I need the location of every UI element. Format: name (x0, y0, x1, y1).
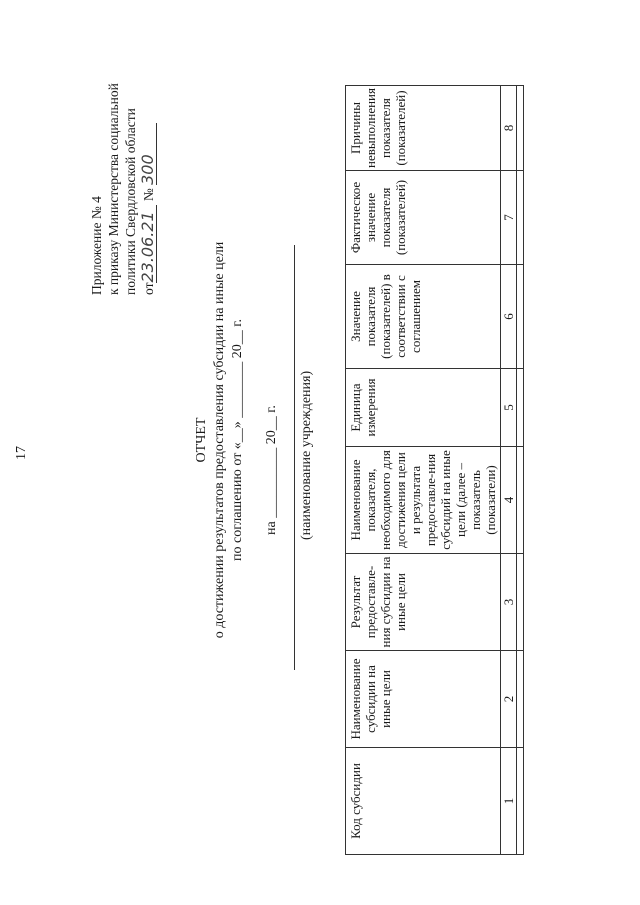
appendix-line-1: Приложение № 4 (89, 196, 104, 295)
report-heading: ОТЧЕТ (194, 417, 209, 463)
empty-cell (517, 369, 524, 447)
header-cell: Фактическое значение показателя (показателей) (346, 171, 501, 265)
report-title-line-2: по соглашению от «__» ________ 20__ г. (230, 319, 245, 561)
header-cell: Значение показателя (показателей) в соответствии с соглашением (346, 265, 501, 369)
appendix-date-line (139, 83, 157, 295)
appendix-line-2: к приказу Министерства социальной (106, 83, 121, 295)
empty-cell (517, 554, 524, 651)
column-number: 7 (501, 171, 517, 265)
column-number: 3 (501, 554, 517, 651)
empty-cell (517, 171, 524, 265)
report-table (345, 85, 524, 855)
report-title-line-1: о достижении результатов предоставления субсидии на иные цели (212, 241, 227, 639)
column-number: 8 (501, 86, 517, 171)
report-title-block (193, 210, 247, 670)
empty-cell (517, 86, 524, 171)
column-number: 4 (501, 447, 517, 554)
handwritten-number: 300 (139, 123, 157, 185)
institution-line (294, 245, 295, 670)
table-empty-row (517, 86, 524, 855)
page-number: 17 (14, 446, 29, 460)
header-cell: Причины невыполнения показателя (показателей) (346, 86, 501, 171)
date-prefix: от (141, 282, 156, 295)
empty-cell (517, 265, 524, 369)
handwritten-date: 23.06.21 (139, 205, 157, 283)
report-period: на __________ 20__ г. (264, 405, 279, 535)
empty-cell (517, 748, 524, 855)
column-number: 2 (501, 651, 517, 748)
table-number-row (501, 86, 517, 855)
column-number: 5 (501, 369, 517, 447)
column-number: 1 (501, 748, 517, 855)
number-prefix: № (141, 188, 156, 202)
institution-caption: (наименование учреждения) (299, 370, 314, 540)
appendix-block (88, 83, 157, 295)
empty-cell (517, 651, 524, 748)
appendix-line-3: политики Свердловской области (123, 108, 138, 295)
header-cell: Наименование субсидии на иные цели (346, 651, 501, 748)
header-cell: Результат предоставле-ния субсидии на иные цели (346, 554, 501, 651)
table-header-row (346, 86, 501, 855)
empty-cell (517, 447, 524, 554)
header-cell: Наименование показателя, необходимого для достижения цели и результата предоставле-ния субсидий на иные цели (далее – показатель (показатели) (346, 447, 501, 554)
header-cell: Код субсидии (346, 748, 501, 855)
header-cell: Единица измерения (346, 369, 501, 447)
column-number: 6 (501, 265, 517, 369)
